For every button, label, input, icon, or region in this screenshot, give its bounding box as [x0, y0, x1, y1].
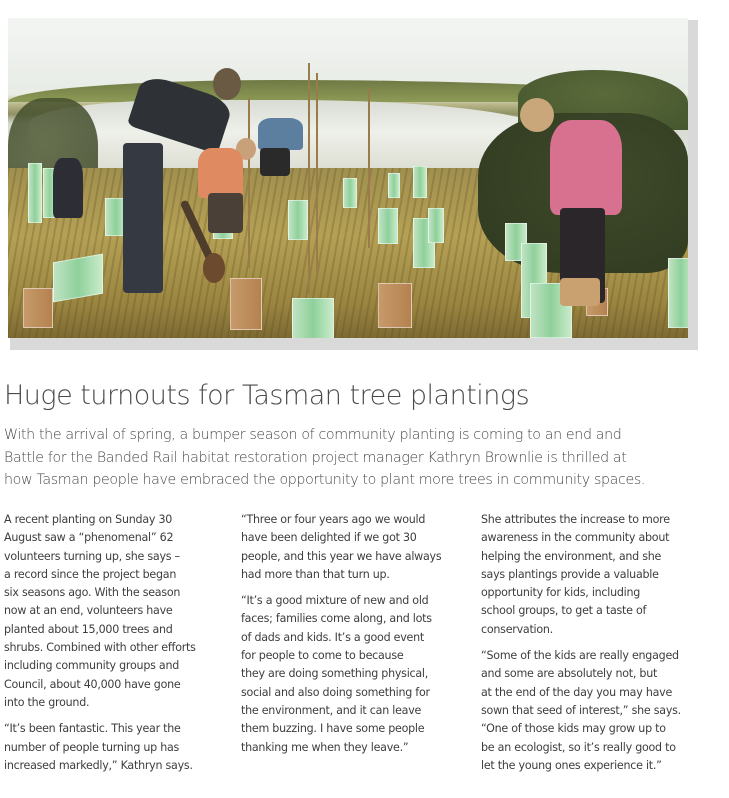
tree-guard	[413, 166, 427, 198]
text-line: A recent planting on Sunday 30	[4, 513, 173, 526]
text-line: six seasons ago. With the season	[4, 586, 181, 600]
photo-stake	[308, 63, 310, 293]
text-line: and some are absolutely not, but	[481, 667, 658, 681]
text-line: helping the environment, and she	[481, 549, 662, 563]
text-line: says plantings provide a valuable	[481, 567, 659, 581]
tree-guard	[343, 178, 357, 208]
text-line: they are doing something physical,	[241, 667, 429, 681]
standfirst-line: how Tasman people have embraced the opportunity to plant more trees in community spaces.	[4, 472, 646, 488]
cardboard-guard	[23, 288, 53, 328]
text-line: increased markedly,” Kathryn says.	[4, 758, 193, 772]
text-line: sown that seed of interest,” she says.	[481, 703, 681, 717]
paragraph	[241, 592, 466, 757]
tree-guard	[388, 173, 400, 198]
paragraph	[4, 720, 229, 775]
tree-guard	[288, 200, 308, 240]
text-line: “One of those kids may grow up to	[481, 722, 666, 736]
article-photo	[8, 18, 688, 338]
text-line: had more than that turn up.	[241, 567, 390, 581]
text-line: be an ecologist, so it’s really good to	[481, 740, 676, 754]
text-line: “Three or four years ago we would	[241, 513, 426, 526]
text-line: school groups, to get a taste of	[481, 604, 647, 618]
text-line: planted about 15,000 trees and	[4, 622, 173, 636]
text-line: of dads and kids. It’s a good event	[241, 630, 424, 644]
cardboard-guard	[378, 283, 412, 328]
paragraph	[241, 511, 466, 584]
text-line: Council, about 40,000 have gone	[4, 677, 181, 691]
tree-guard	[292, 298, 334, 338]
text-line: people, and this year we have always	[241, 549, 442, 563]
text-line: number of people turning up has	[4, 740, 180, 754]
standfirst-line: Battle for the Banded Rail habitat restoration project manager Kathryn Brownlie is thrilled at	[4, 449, 627, 466]
text-line: for people to come to because	[241, 649, 404, 663]
text-line: August saw a “phenomenal” 62	[4, 531, 174, 545]
standfirst-line: With the arrival of spring, a bumper season of community planting is coming to an end and	[4, 427, 622, 443]
text-line: “Some of the kids are really engaged	[481, 649, 679, 663]
text-line: shrubs. Combined with other efforts	[4, 641, 196, 655]
text-line: now at an end, volunteers have	[4, 604, 173, 618]
photo-stake	[248, 98, 250, 268]
tree-guard	[28, 163, 42, 223]
cardboard-guard	[230, 278, 262, 330]
text-line: faces; families come along, and lots	[241, 612, 432, 626]
tree-guard	[428, 208, 444, 243]
text-line: “It’s been fantastic. This year the	[4, 722, 181, 736]
article-column-2	[241, 511, 466, 765]
article-column-3	[481, 511, 721, 783]
text-line: thanking me when they leave.”	[241, 740, 409, 754]
tree-guard	[668, 258, 688, 328]
text-line: a record since the project began	[4, 567, 177, 581]
text-line: including community groups and	[4, 659, 180, 673]
text-line: “It’s a good mixture of new and old	[241, 594, 429, 608]
text-line: let the young ones experience it.”	[481, 758, 662, 772]
text-line: the environment, and it can leave	[241, 703, 422, 717]
text-line: at the end of the day you may have	[481, 685, 673, 699]
text-line: social and also doing something for	[241, 685, 430, 699]
paragraph	[481, 511, 721, 639]
photo-stake	[316, 73, 318, 273]
text-line: volunteers turning up, she says –	[4, 549, 180, 563]
article-column-1	[4, 511, 229, 783]
text-line: them buzzing. I have some people	[241, 722, 425, 736]
paragraph	[481, 647, 721, 775]
text-line: conservation.	[481, 622, 553, 636]
photo-stake	[368, 88, 370, 248]
text-line: have been delighted if we got 30	[241, 531, 417, 545]
article-standfirst	[4, 424, 726, 492]
text-line: into the ground.	[4, 695, 90, 709]
paragraph	[4, 511, 229, 712]
text-line: opportunity for kids, including	[481, 586, 641, 600]
text-line: She attributes the increase to more	[481, 513, 670, 526]
text-line: awareness in the community about	[481, 531, 670, 545]
article-headline: Huge turnouts for Tasman tree plantings	[4, 380, 530, 411]
tree-guard	[378, 208, 398, 244]
